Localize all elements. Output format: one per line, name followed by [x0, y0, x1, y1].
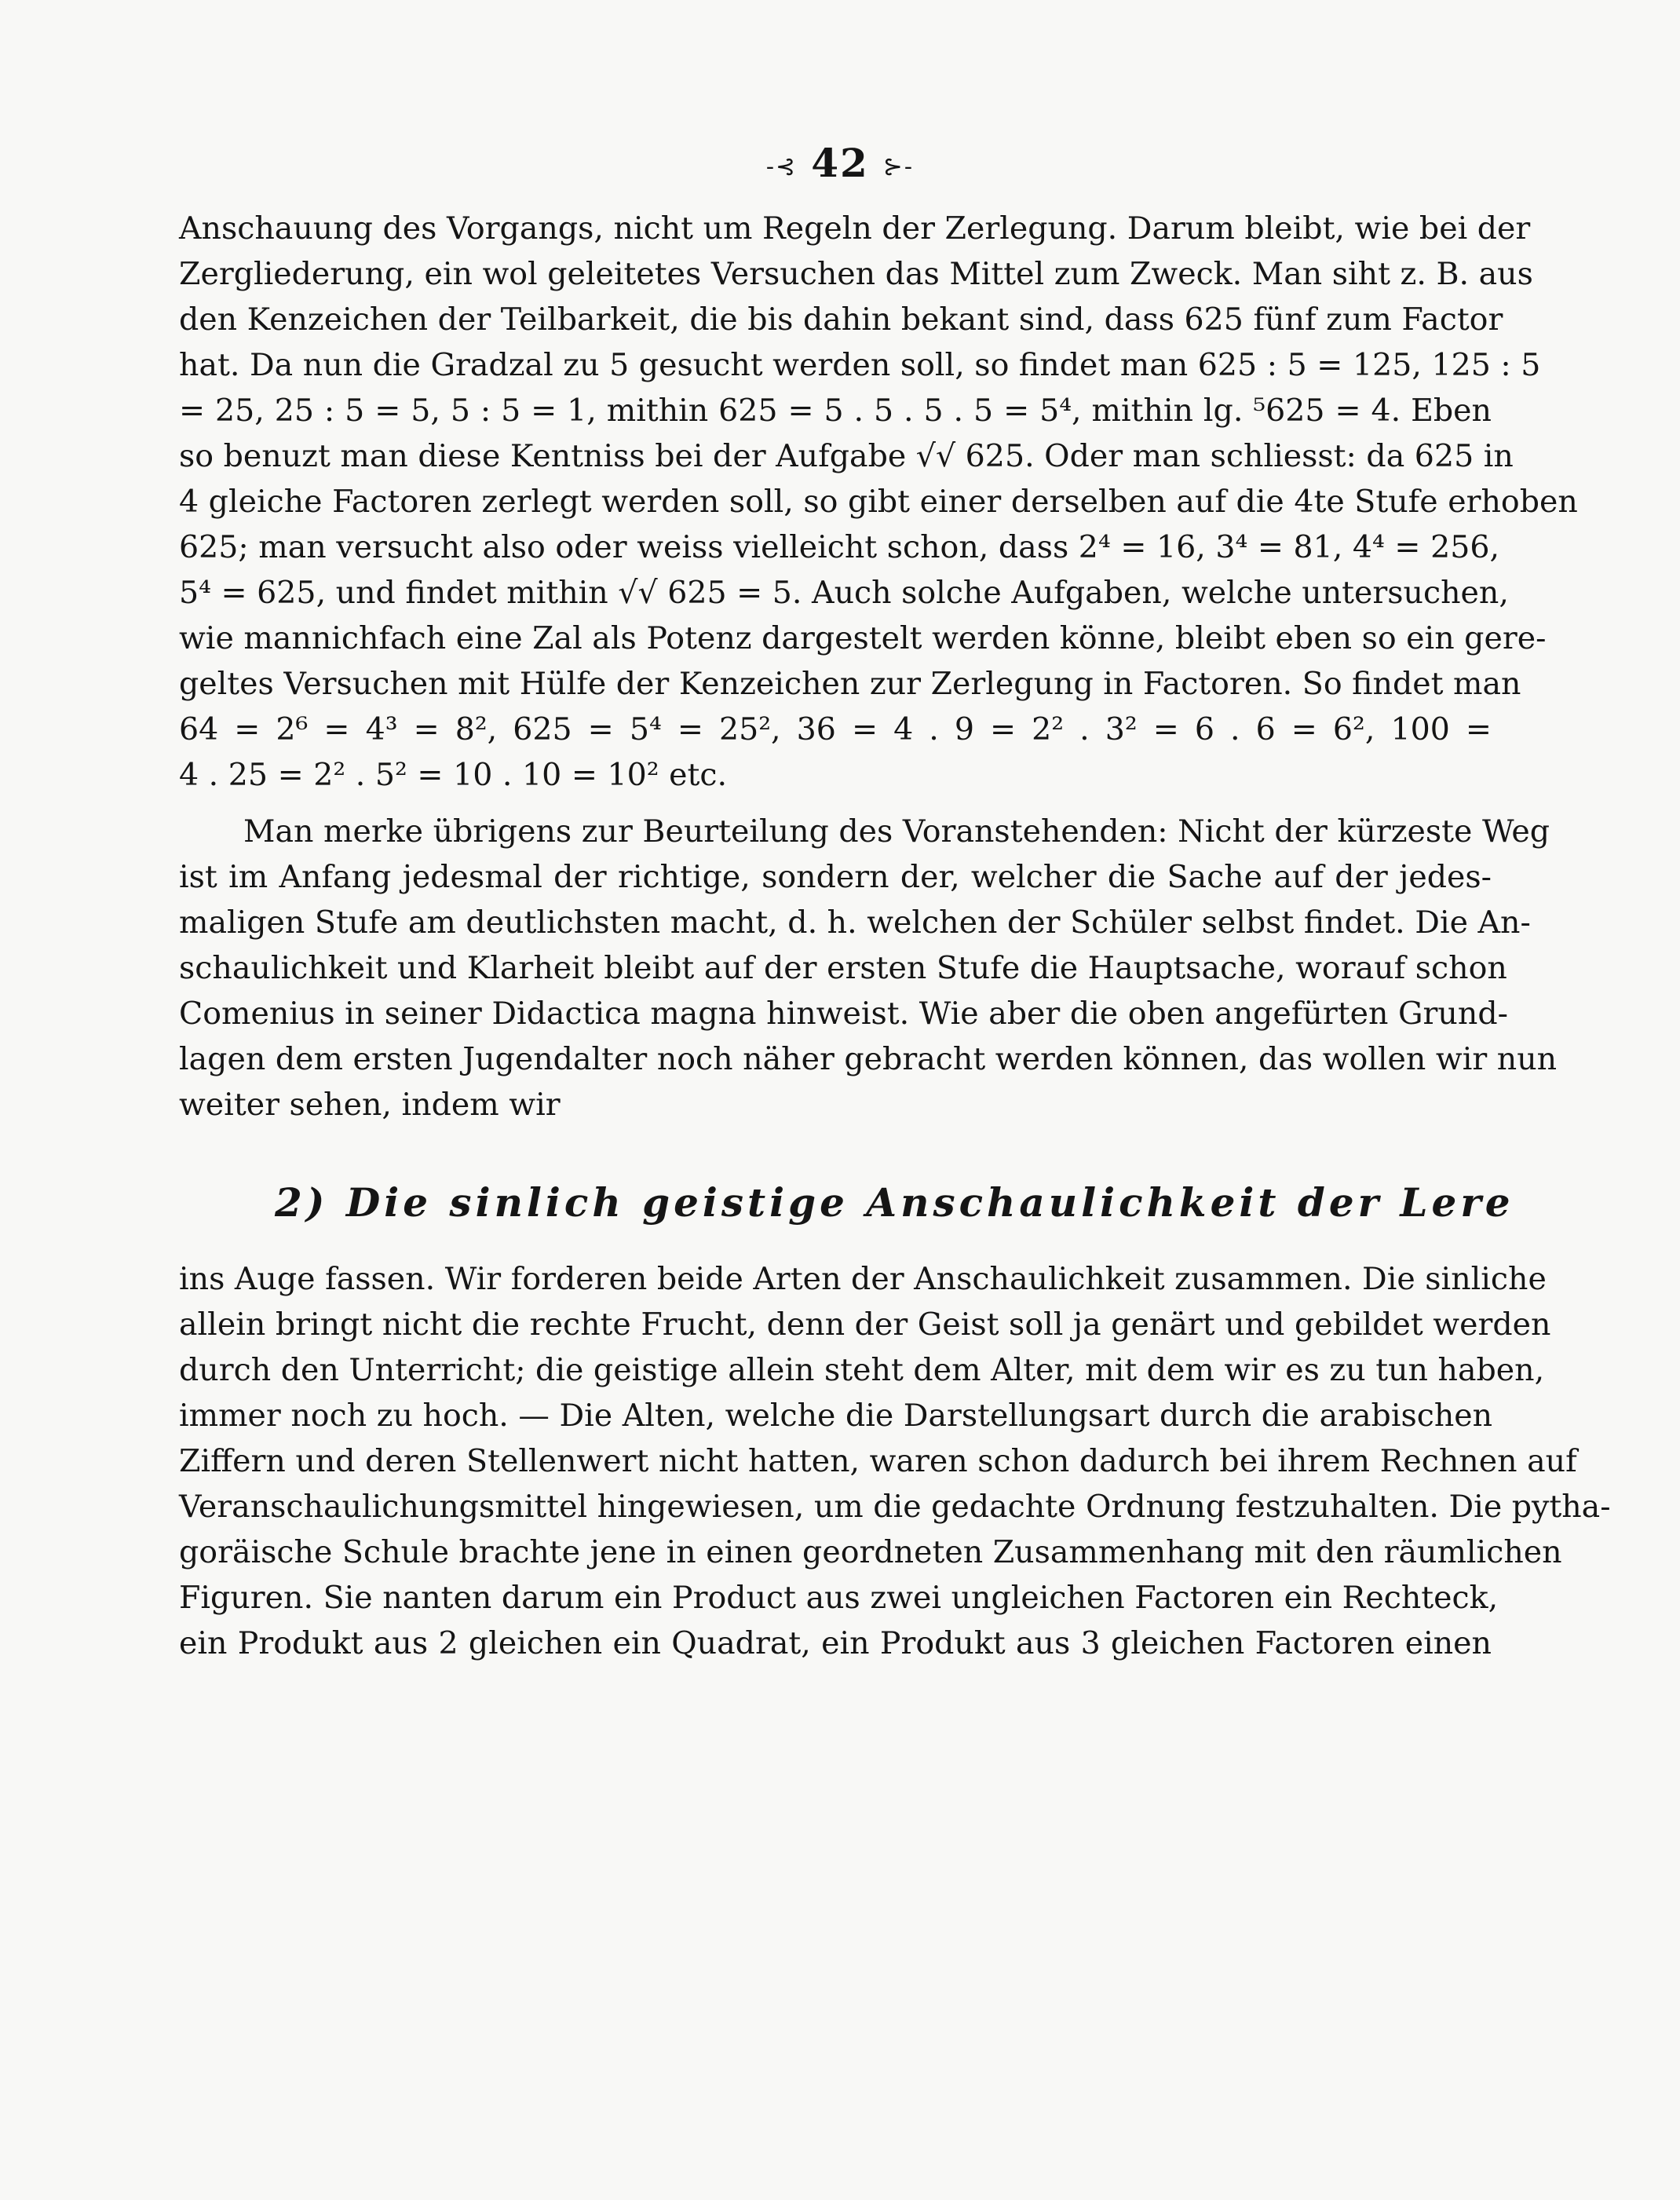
text-line: hat. Da nun die Gradzal zu 5 gesucht werden soll, so findet man 625 : 5 = 125, 125 : 5	[179, 347, 1541, 383]
text-line: Zergliederung, ein wol geleitetes Versuchen das Mittel zum Zweck. Man siht z. B. aus	[179, 256, 1533, 292]
text-line: allein bringt nicht die rechte Frucht, denn der Geist soll ja genärt und gebildet werden	[179, 1306, 1551, 1343]
text-line: geltes Versuchen mit Hülfe der Kenzeichen zur Zerlegung in Factoren. So findet man	[179, 666, 1521, 702]
paragraph-1	[179, 206, 1578, 798]
page-header	[0, 140, 1680, 186]
text-line: 64 = 2⁶ = 4³ = 8², 625 = 5⁴ = 25², 36 = 4 . 9 = 2² . 3² = 6 . 6 = 6², 100 =	[179, 711, 1492, 747]
text-line: den Kenzeichen der Teilbarkeit, die bis dahin bekant sind, dass 625 fünf zum Factor	[179, 301, 1503, 338]
text-line: 625; man versucht also oder weiss vielleicht schon, dass 2⁴ = 16, 3⁴ = 81, 4⁴ = 256,	[179, 529, 1500, 565]
text-line: weiter sehen, indem wir	[179, 1087, 561, 1123]
text-line: Figuren. Sie nanten darum ein Product aus zwei ungleichen Factoren ein Rechteck,	[179, 1580, 1499, 1616]
text-line: goräische Schule brachte jene in einen geordneten Zusammenhang mit den räumlichen	[179, 1534, 1562, 1570]
ornament-right-icon: ⊱-	[882, 152, 915, 181]
text-line: Veranschaulichungsmittel hingewiesen, um die gedachte Ordnung festzuhalten. Die pytha-	[179, 1489, 1611, 1525]
section-heading: 2) Die sinlich geistige Anschaulichkeit der Lere	[275, 1179, 1514, 1226]
text-line: Comenius in seiner Didactica magna hinweist. Wie aber die oben angefürten Grund-	[179, 996, 1508, 1032]
text-line: 4 . 25 = 2² . 5² = 10 . 10 = 10² etc.	[179, 757, 728, 793]
text-line: Ziffern und deren Stellenwert nicht hatten, waren schon dadurch bei ihrem Rechnen auf	[179, 1443, 1577, 1479]
text-line: ein Produkt aus 2 gleichen ein Quadrat, ein Produkt aus 3 gleichen Factoren einen	[179, 1625, 1492, 1661]
text-line: ist im Anfang jedesmal der richtige, sondern der, welcher die Sache auf der jedes-	[179, 859, 1492, 895]
text-line: Anschauung des Vorgangs, nicht um Regeln der Zerlegung. Darum bleibt, wie bei der	[179, 210, 1531, 247]
text-line: lagen dem ersten Jugendalter noch näher gebracht werden können, das wollen wir nun	[179, 1041, 1558, 1077]
text-line: maligen Stufe am deutlichsten macht, d. h. welchen der Schüler selbst findet. Die An-	[179, 904, 1531, 941]
paragraph-2	[179, 809, 1558, 1127]
text-line: wie mannichfach eine Zal als Potenz dargestelt werden könne, bleibt eben so ein gere-	[179, 620, 1547, 656]
text-line: 5⁴ = 625, und findet mithin √√ 625 = 5. Auch solche Aufgaben, welche untersuchen,	[179, 575, 1509, 611]
text-line: = 25, 25 : 5 = 5, 5 : 5 = 1, mithin 625 = 5 . 5 . 5 . 5 = 5⁴, mithin lg. ⁵625 = 4. Eben	[179, 393, 1492, 429]
text-line: so benuzt man diese Kentniss bei der Aufgabe √√ 625. Oder man schliesst: da 625 in	[179, 438, 1514, 474]
ornament-left-icon: -⊰	[765, 152, 798, 181]
text-line: Man merke übrigens zur Beurteilung des Voranstehenden: Nicht der kürzeste Weg	[243, 813, 1550, 850]
page-number: 42	[811, 140, 869, 186]
paragraph-3	[179, 1256, 1611, 1666]
text-line: ins Auge fassen. Wir forderen beide Arten der Anschaulichkeit zusammen. Die sinliche	[179, 1261, 1547, 1297]
text-line: 4 gleiche Factoren zerlegt werden soll, so gibt einer derselben auf die 4te Stufe erhoben	[179, 484, 1578, 520]
text-line: durch den Unterricht; die geistige allein steht dem Alter, mit dem wir es zu tun haben,	[179, 1352, 1545, 1388]
text-line: immer noch zu hoch. — Die Alten, welche die Darstellungsart durch die arabischen	[179, 1398, 1493, 1434]
text-line: schaulichkeit und Klarheit bleibt auf der ersten Stufe die Hauptsache, worauf schon	[179, 950, 1507, 986]
